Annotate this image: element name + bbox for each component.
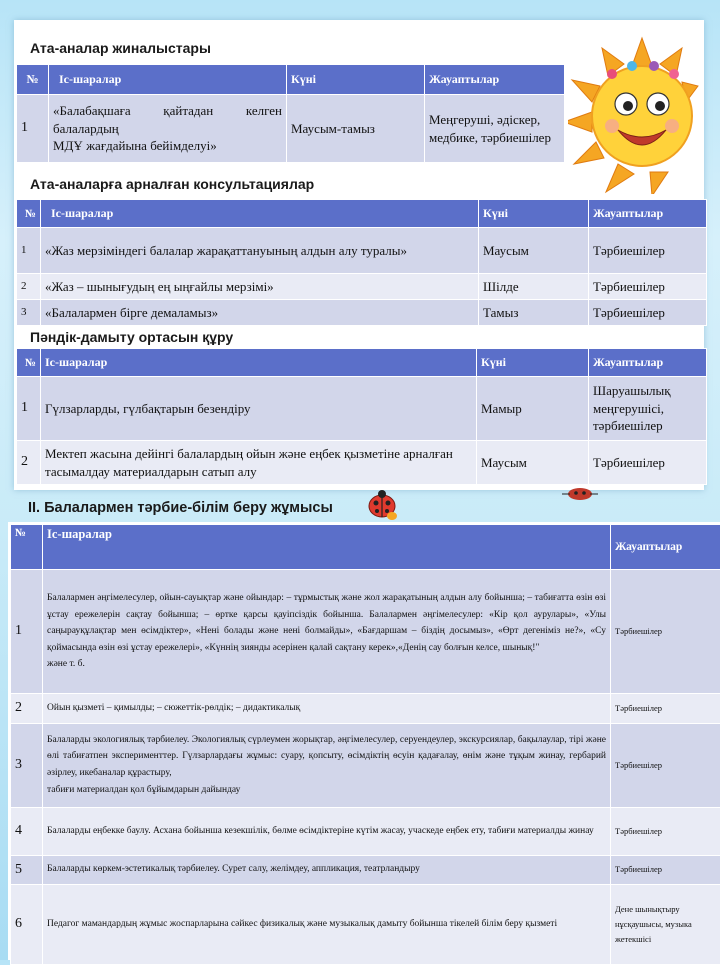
col-header-num: № (17, 349, 41, 377)
row-resp: Тәрбиешілер (589, 228, 707, 274)
row-num: 1 (17, 228, 41, 274)
row-resp: Тәрбиешілер (589, 300, 707, 326)
col-header-date: Күні (479, 200, 589, 228)
row-resp: Дене шынықтыру нұсқаушысы, музыка жетекшісі (611, 885, 720, 965)
table-row (17, 441, 707, 485)
table-row (17, 274, 707, 300)
ladybug-small-icon (552, 484, 608, 502)
environment-table (16, 348, 707, 485)
row-resp: Меңгеруші, әдіскер, медбике, тәрбиешілер (425, 95, 565, 163)
row-event: Балалармен әңгімелесулер, ойын-сауықтар және ойындар: – тұрмыстық және жол жарақатының алдын алу бойынша; – табиғатта өзін өзі ұстау ережелерін сақтау бойынша; – өртке қарсы қауіпсіздік бойынша. Балалармен әңгімелесулер: «Кір қол аурулары», «Улы саңырауқұлақтар мен өсімдіктер», «Нені болады және нені болмайды», «Бағдаршам – біздің досымыз», «Өрт дегеніміз не?», «Су қоймасында өзін өзі ұстау ережелері», «Күннің зиянды әсерінен қалай сақтану керек»,«Денің сау болғын келсе, шынық!" және т. б. (43, 570, 611, 694)
row-resp: Тәрбиешілер (611, 723, 720, 807)
col-header-num: № (11, 525, 43, 570)
row-event: «Балалармен бірге демаламыз» (41, 300, 479, 326)
row-date: Шілде (479, 274, 589, 300)
row-num: 4 (11, 807, 43, 855)
col-header-date: Күні (477, 349, 589, 377)
table-row (11, 723, 720, 807)
col-header-num: № (17, 65, 49, 95)
table-header-row (17, 349, 707, 377)
row-date: Тамыз (479, 300, 589, 326)
table-row (11, 885, 720, 965)
row-event: Балаларды экологиялық тәрбиелеу. Экологиялық сүрлеумен жорықтар, әңгімелесулер, серуендеулер, экскурсиялар, бақылаулар, тірі және өлі табиғатпен эксперименттер. Гүлзарлардағы жұмыс: суару, қопсыту, өсімдіктің өсуін қадағалау, өнім және тұқым жинау, гербарий әзірлеу, икебаналар құрастыру, табиғи материалдан қол бұйымдарын дайындау (43, 723, 611, 807)
row-num: 2 (17, 441, 41, 485)
row-event: Ойын қызметі – қимылды; – сюжеттік-рөлдік; – дидактикалық (43, 694, 611, 724)
row-date: Маусым-тамыз (287, 95, 425, 163)
col-header-num: № (17, 200, 41, 228)
table-row (11, 807, 720, 855)
row-num: 1 (17, 95, 49, 163)
row-date: Мамыр (477, 377, 589, 441)
row-num: 2 (11, 694, 43, 724)
col-header-resp: Жауаптылар (589, 200, 707, 228)
row-event: Балаларды еңбекке баулу. Асхана бойынша кезекшілік, бөлме өсімдіктеріне күтім жасау, учаскеде еңбек ету, табиғи материалды жинау (43, 807, 611, 855)
row-num: 6 (11, 885, 43, 965)
table-row (11, 855, 720, 885)
row-resp: Тәрбиешілер (611, 855, 720, 885)
col-header-event: Іс-шаралар (41, 200, 479, 228)
row-resp: Тәрбиешілер (589, 441, 707, 485)
sun-illustration (568, 24, 700, 194)
row-resp: Тәрбиешілер (589, 274, 707, 300)
col-header-resp: Жауаптылар (589, 349, 707, 377)
row-num: 5 (11, 855, 43, 885)
consultations-table (16, 199, 707, 326)
section-title-consultations: Ата-аналарға арналған консультациялар (28, 176, 316, 192)
col-header-resp: Жауаптылар (425, 65, 565, 95)
col-header-date: Күні (287, 65, 425, 95)
table-row (11, 694, 720, 724)
row-num: 1 (17, 377, 41, 441)
education-work-table (10, 524, 720, 965)
row-date: Маусым (477, 441, 589, 485)
row-resp: Тәрбиешілер (611, 694, 720, 724)
section-title-education-work: II. Балалармен тәрбие-білім беру жұмысы (26, 500, 335, 516)
table-row (17, 95, 565, 163)
table-header-row (17, 65, 565, 95)
section-title-parent-meetings: Ата-аналар жиналыстары (28, 40, 213, 56)
row-date: Маусым (479, 228, 589, 274)
table-header-row (11, 525, 720, 570)
row-event: «Жаз мерзіміндегі балалар жарақаттануының алдын алу туралы» (41, 228, 479, 274)
row-event: Гүлзарларды, гүлбақтарын безендіру (41, 377, 477, 441)
row-resp: Тәрбиешілер (611, 570, 720, 694)
col-header-event: Іс-шаралар (41, 349, 477, 377)
row-event: Педагог мамандардың жұмыс жоспарларына сәйкес физикалық және музыкалық дамыту бойынша тікелей білім беру қызметі (43, 885, 611, 965)
row-resp: Тәрбиешілер (611, 807, 720, 855)
row-num: 3 (17, 300, 41, 326)
col-header-resp: Жауаптылар (611, 525, 720, 570)
row-num: 1 (11, 570, 43, 694)
ladybug-icon (364, 488, 400, 522)
parent-meetings-table (16, 64, 565, 163)
table-row (17, 300, 707, 326)
table-row (17, 377, 707, 441)
row-num: 3 (11, 723, 43, 807)
table-row (17, 228, 707, 274)
section-title-environment: Пәндік-дамыту ортасын құру (28, 329, 235, 345)
row-event: Балаларды көркем-эстетикалық тәрбиелеу. Сурет салу, желімдеу, аппликация, театрландыру (43, 855, 611, 885)
row-resp: Шаруашылық меңгерушісі, тәрбиешілер (589, 377, 707, 441)
table-row (11, 570, 720, 694)
col-header-event: Іс-шаралар (49, 65, 287, 95)
col-header-event: Іс-шаралар (43, 525, 611, 570)
row-event: «Балабақшаға қайтадан келген балалардың МДҰ жағдайына бейімделуі» (49, 95, 287, 163)
row-num: 2 (17, 274, 41, 300)
row-event: Мектеп жасына дейінгі балалардың ойын және еңбек қызметіне арналған тасымалдау материалдарын сатып алу (41, 441, 477, 485)
table-header-row (17, 200, 707, 228)
row-event: «Жаз – шынығудың ең ыңғайлы мерзімі» (41, 274, 479, 300)
